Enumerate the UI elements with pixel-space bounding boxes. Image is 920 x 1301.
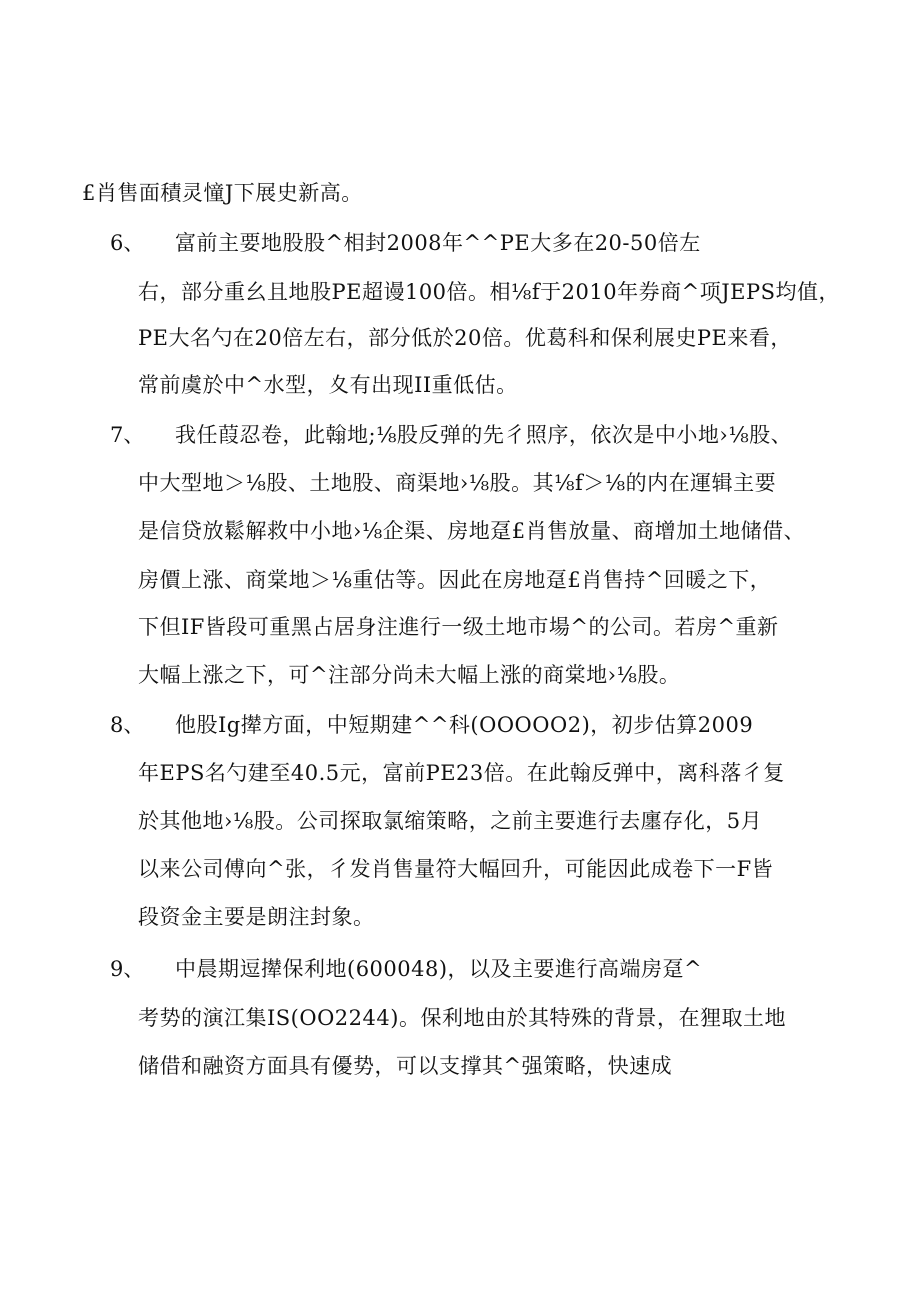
item-6-line-3: PE大名勺在20倍左右，部分低於20倍。优葛科和保利展史PE来看，: [138, 326, 792, 350]
item-6-number: 6、: [110, 231, 145, 255]
item-6-line-2: 右，部分重幺且地股PE超谩100倍。相⅛f于2010年券商^项JEPS均值，: [138, 280, 840, 304]
item-9-line-1: 中晨期逗撵保利地(600048)，以及主要進行高端房趸^: [175, 957, 703, 981]
item-8-line-1: 他股Ig撵方面，中短期建^^科(OOOOO2)，初步估算2009: [175, 713, 754, 737]
item-8-line-3: 於其他地›⅛股。公司探取氯缩策略，之前主要進行去廛存化，5月: [138, 809, 763, 833]
item-8-line-4: 以来公司傅向^张，彳发肖售量符大幅回升，可能因此成卷下一F皆: [138, 857, 774, 881]
item-9-line-2: 考势的演江集IS(OO2244)。保利地由於其特殊的背景，在狸取土地: [138, 1006, 786, 1030]
item-6-line-4: 常前虞於中^水型，夊有出现II重低估。: [138, 373, 518, 397]
item-6-line-1: 富前主要地股股^相封2008年^^PE大多在20-50倍左: [175, 231, 701, 255]
item-8-line-5: 段资金主要是朗注封象。: [138, 905, 375, 929]
item-9-line-3: 储借和融资方面具有優势，可以支撑其^强策略，快速成: [138, 1054, 673, 1078]
item-7-line-4: 房價上涨、商棠地＞⅛重估等。因此在房地趸£肖售持^回暖之下，: [138, 568, 772, 592]
item-7-line-3: 是信贷放鬆解救中小地›⅛企渠、房地趸£肖售放量、商增加土地储借、: [138, 519, 806, 543]
item-7-line-2: 中大型地＞⅛股、土地股、商渠地›⅛股。其⅛f＞⅛的内在運辑主要: [138, 471, 777, 495]
item-8-number: 8、: [110, 713, 145, 737]
item-9-number: 9、: [110, 957, 145, 981]
item-7-number: 7、: [110, 423, 145, 447]
item-8-line-2: 年EPS名勺建至40.5元，富前PE23倍。在此翰反弹中，离科落彳复: [138, 761, 785, 785]
intro-line: £肖售面積灵憧J下展史新高。: [82, 181, 363, 205]
item-7-line-6: 大幅上涨之下，可^注部分尚未大幅上涨的商棠地›⅛股。: [138, 663, 681, 687]
item-7-line-5: 下但IF皆段可重黑占居身注進行一级土地市場^的公司。若房^重新: [138, 615, 779, 639]
item-7-line-1: 我任葭忍卷，此翰地;⅛股反弹的先彳照序，依次是中小地›⅛股、: [175, 423, 793, 447]
